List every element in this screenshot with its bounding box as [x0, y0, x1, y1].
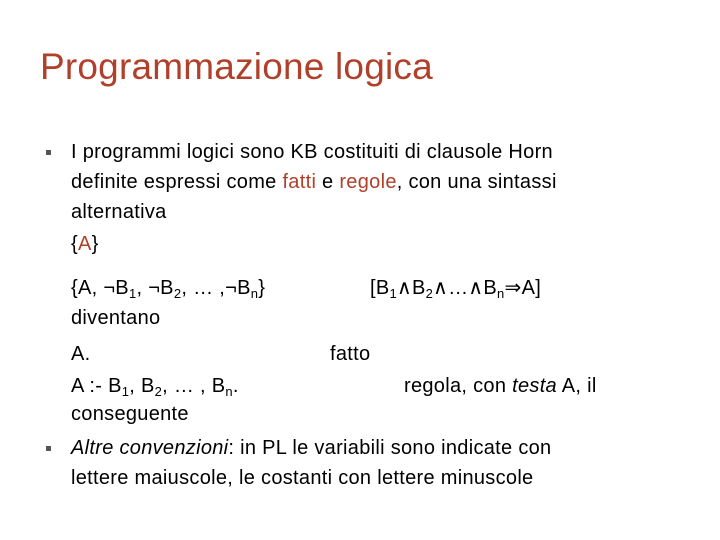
fact-clause: A. — [71, 343, 91, 365]
example-fact-set: {A} — [71, 233, 99, 255]
bullet1-line3: alternativa — [71, 201, 167, 223]
bullet-marker-1 — [46, 150, 51, 155]
fatti-term: fatti — [282, 171, 317, 193]
regole-term: regole — [339, 171, 397, 193]
rule-clause: A :- $B_1$, $B_2$, … , $B_n$. — [71, 375, 239, 399]
bullet1-line2: definite espressi come fatti e regole, con una sintassi — [71, 171, 557, 193]
rule-label: regola, con testa A, il — [404, 375, 597, 397]
conseguente-text: conseguente — [71, 403, 189, 425]
diventano-text: diventano — [71, 307, 161, 329]
example-clause-set: {A, $\neg B_1$, $\neg B_2$, … $,\neg B_n$} — [71, 277, 266, 301]
example-implication: $[B_1\wedge B_2\wedge\dots\wedge B_n\Rightarrow A]$ — [370, 277, 542, 301]
bullet2-line2: lettere maiuscole, le costanti con lettere minuscole — [71, 467, 534, 489]
slide-title: Programmazione logica — [40, 46, 433, 87]
bullet2-line1: Altre convenzioni: in PL le variabili sono indicate con — [71, 437, 552, 459]
bullet1-line1: I programmi logici sono KB costituiti di clausole Horn — [71, 141, 553, 163]
fact-label: fatto — [330, 343, 371, 365]
bullet-marker-2 — [46, 446, 51, 451]
